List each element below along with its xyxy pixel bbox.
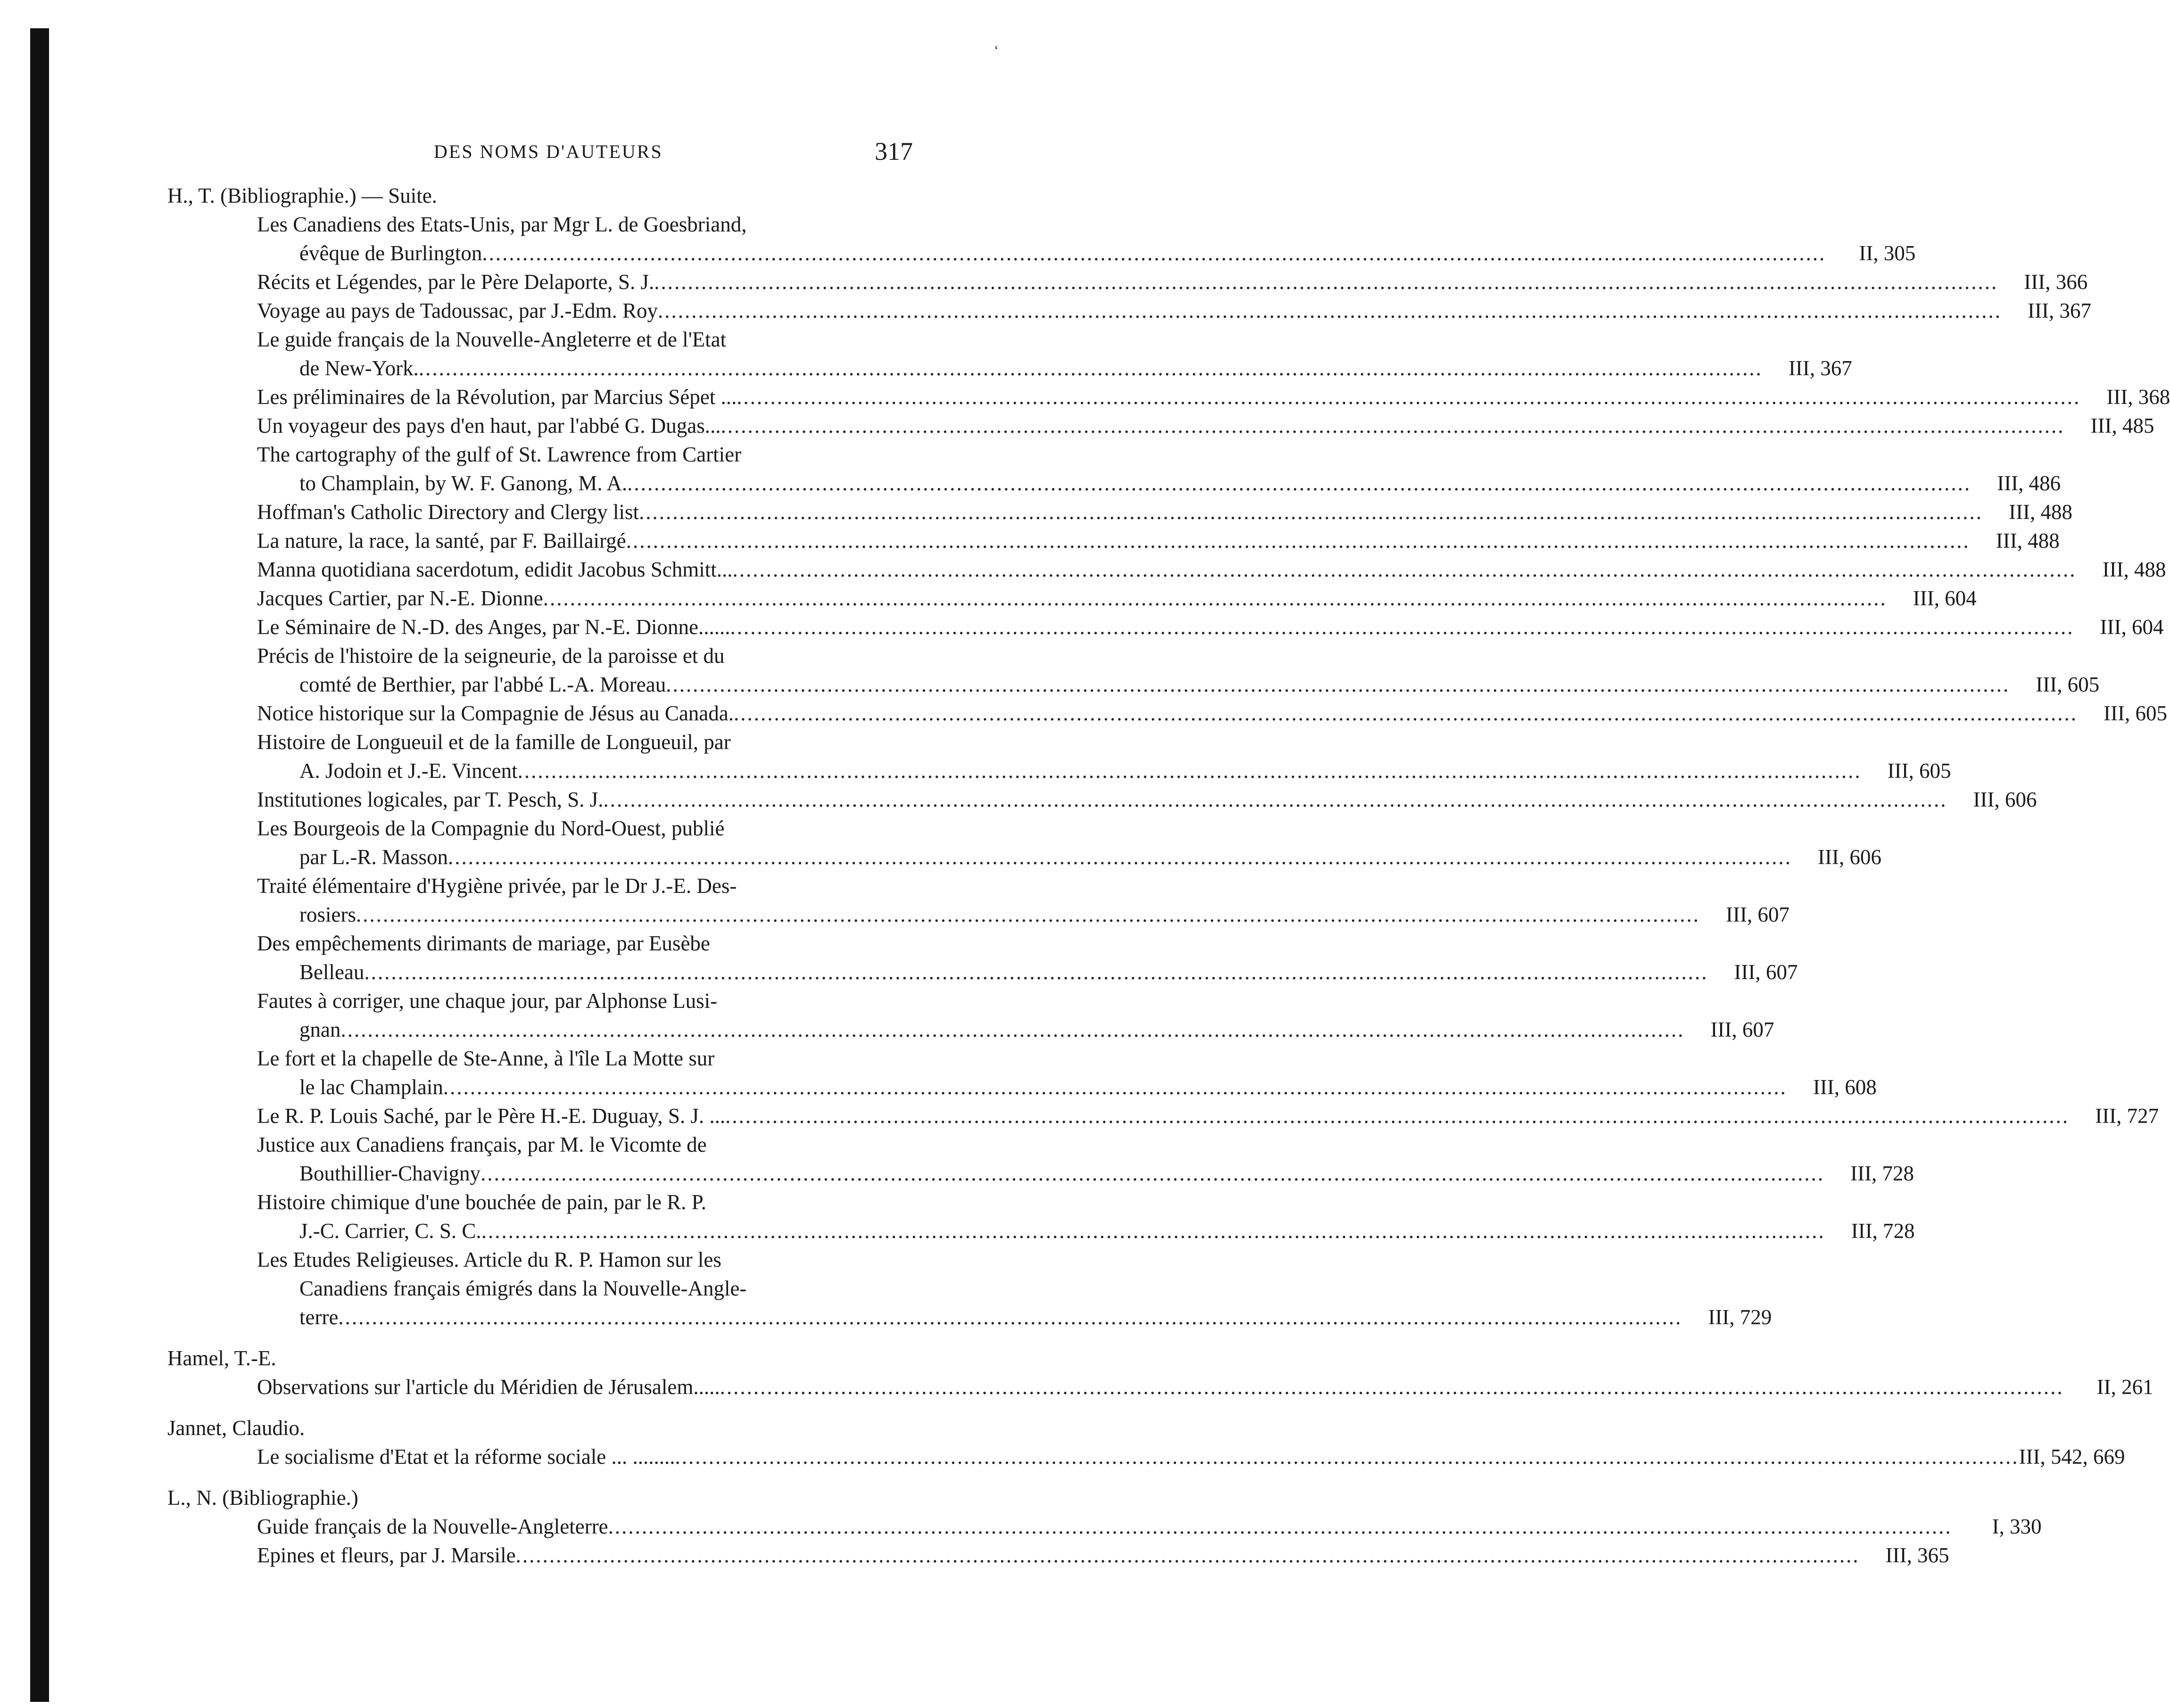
index-entry bbox=[257, 268, 2088, 297]
entry-title: J.-C. Carrier, C. S. C. bbox=[299, 1219, 481, 1243]
volume-page-ref: III, 488 bbox=[2009, 500, 2073, 524]
author-heading: Hamel, T.-E. bbox=[167, 1346, 276, 1370]
entry-title-line: Les Bourgeois de la Compagnie du Nord-Ouest, publié bbox=[257, 817, 725, 840]
entry-title-line: Les Canadiens des Etats-Unis, par Mgr L. de Goesbriand, bbox=[257, 213, 747, 236]
leader-dots: ........................................................................................................................................................................................................ bbox=[721, 414, 2065, 437]
author-heading: L., N. (Bibliographie.) bbox=[167, 1486, 358, 1510]
volume-page-ref: III, 606 bbox=[1973, 788, 2037, 811]
entry-title: Observations sur l'article du Méridien de Jérusalem..... bbox=[257, 1375, 720, 1399]
volume-page-ref: III, 605 bbox=[2036, 673, 2100, 696]
entry-title-line: Traité élémentaire d'Hygiène privée, par le Dr J.-E. Des- bbox=[257, 874, 737, 898]
leader-dots: ........................................................................................................................................................................................................ bbox=[481, 1219, 1825, 1243]
index-entry bbox=[257, 297, 2092, 325]
entry-title-line: Justice aux Canadiens français, par M. le Vicomte de bbox=[257, 1133, 707, 1156]
entry-title: Récits et Légendes, par le Père Delaporte, S. J. bbox=[257, 270, 654, 294]
index-entry bbox=[257, 555, 2166, 584]
entry-title: to Champlain, by W. F. Ganong, M. A. bbox=[299, 471, 628, 495]
entry-title: Guide français de la Nouvelle-Angleterre bbox=[257, 1515, 608, 1538]
volume-page-ref: III, 729 bbox=[1708, 1305, 1772, 1329]
entry-title-line: Canadiens français émigrés dans la Nouvelle-Angle- bbox=[299, 1277, 747, 1300]
author-heading: H., T. (Bibliographie.) — Suite. bbox=[167, 184, 438, 207]
index-entry bbox=[299, 1159, 1914, 1188]
entry-title: Le Séminaire de N.-D. des Anges, par N.-E. Dionne...... bbox=[257, 615, 730, 639]
entry-title-line: Le fort et la chapelle de Ste-Anne, à l'île La Motte sur bbox=[257, 1047, 715, 1070]
entry-title: Le R. P. Louis Saché, par le Père H.-E. Duguay, S. J. ... bbox=[257, 1104, 726, 1128]
author-heading: Jannet, Claudio. bbox=[167, 1416, 305, 1440]
leader-dots: ........................................................................................................................................................................................................ bbox=[515, 1543, 1860, 1567]
leader-dots: ........................................................................................................................................................................................................ bbox=[734, 701, 2078, 725]
entry-title-line: Des empêchements dirimants de mariage, par Eusèbe bbox=[257, 932, 710, 955]
leader-dots: ........................................................................................................................................................................................................ bbox=[418, 356, 1763, 380]
running-title: DES NOMS D'AUTEURS bbox=[434, 141, 663, 162]
entry-title: Institutiones logicales, par T. Pesch, S. J. bbox=[257, 788, 604, 811]
entry-title: rosiers bbox=[299, 903, 356, 926]
entry-title: de New-York. bbox=[299, 356, 419, 380]
leader-dots: ........................................................................................................................................................................................................ bbox=[666, 673, 2010, 696]
volume-page-ref: III, 488 bbox=[1996, 529, 2060, 553]
entry-title-line: Le guide français de la Nouvelle-Angleterre et de l'Etat bbox=[257, 328, 727, 351]
entry-title: terre bbox=[299, 1305, 339, 1329]
volume-page-ref: III, 366 bbox=[2024, 270, 2088, 294]
index-entry bbox=[257, 1373, 2153, 1402]
leader-dots: ........................................................................................................................................................................................................ bbox=[543, 586, 1887, 610]
index-entry bbox=[257, 613, 2164, 642]
leader-dots: ........................................................................................................................................................................................................ bbox=[356, 903, 1700, 926]
leader-dots: ........................................................................................................................................................................................................ bbox=[654, 270, 1998, 294]
volume-page-ref: III, 727 bbox=[2095, 1104, 2159, 1128]
entry-title-line: Précis de l'histoire de la seigneurie, de la paroisse et du bbox=[257, 644, 725, 668]
volume-page-ref: III, 604 bbox=[1913, 586, 1977, 610]
index-entry bbox=[257, 699, 2168, 728]
index-entry bbox=[257, 1541, 1949, 1570]
volume-page-ref: III, 606 bbox=[1818, 845, 1881, 869]
index-entry bbox=[257, 1512, 2042, 1541]
entry-title: gnan bbox=[299, 1018, 341, 1041]
index-entry bbox=[257, 785, 2037, 814]
volume-page-ref: I, 330 bbox=[1992, 1515, 2042, 1538]
index-entry bbox=[299, 239, 1916, 268]
leader-dots: ........................................................................................................................................................................................................ bbox=[480, 1162, 1825, 1185]
volume-page-ref: III, 488 bbox=[2102, 558, 2166, 581]
volume-page-ref: III, 542, 669 bbox=[2019, 1445, 2125, 1469]
entry-title: Manna quotidiana sacerdotum, edidit Jacobus Schmitt... bbox=[257, 558, 733, 581]
entry-title: par L.-R. Masson bbox=[299, 845, 448, 869]
page-number: 317 bbox=[875, 137, 913, 165]
entry-title: Epines et fleurs, par J. Marsile bbox=[257, 1543, 516, 1567]
volume-page-ref: III, 486 bbox=[1997, 471, 2061, 495]
entry-title: Les préliminaires de la Révolution, par Marcius Sépet ... bbox=[257, 385, 737, 409]
index-entry bbox=[299, 757, 1951, 785]
leader-dots: ........................................................................................................................................................................................................ bbox=[517, 759, 1862, 783]
entry-title: A. Jodoin et J.-E. Vincent bbox=[299, 759, 518, 783]
leader-dots: ........................................................................................................................................................................................................ bbox=[482, 241, 1826, 265]
index-entry bbox=[299, 900, 1789, 929]
leader-dots: ........................................................................................................................................................................................................ bbox=[340, 1018, 1685, 1041]
volume-page-ref: III, 607 bbox=[1710, 1018, 1774, 1041]
leader-dots: ........................................................................................................................................................................................................ bbox=[626, 529, 1970, 553]
volume-page-ref: III, 605 bbox=[1887, 759, 1951, 783]
leader-dots: ........................................................................................................................................................................................................ bbox=[338, 1305, 1682, 1329]
volume-page-ref: III, 367 bbox=[1788, 356, 1852, 380]
leader-dots: ........................................................................................................................................................................................................ bbox=[730, 615, 2074, 639]
entry-title: le lac Champlain bbox=[299, 1075, 443, 1099]
entry-title-line: Les Etudes Religieuses. Article du R. P. Hamon sur les bbox=[257, 1248, 721, 1271]
volume-page-ref: III, 485 bbox=[2090, 414, 2154, 437]
entry-title: La nature, la race, la santé, par F. Baillairgé bbox=[257, 529, 626, 553]
index-entry bbox=[257, 498, 2073, 527]
entry-title-line: Fautes à corriger, une chaque jour, par Alphonse Lusi- bbox=[257, 989, 718, 1013]
volume-page-ref: III, 604 bbox=[2100, 615, 2164, 639]
index-entry bbox=[299, 354, 1852, 383]
index-entry bbox=[257, 412, 2154, 440]
index-entry bbox=[257, 1102, 2159, 1130]
leader-dots: ........................................................................................................................................................................................................ bbox=[443, 1075, 1787, 1099]
entry-title: Bouthillier-Chavigny bbox=[299, 1162, 481, 1185]
index-entries bbox=[167, 182, 2170, 1570]
leader-dots: ........................................................................................................................................................................................................ bbox=[658, 299, 2002, 322]
entry-title-line: Histoire chimique d'une bouchée de pain, par le R. P. bbox=[257, 1190, 706, 1214]
volume-page-ref: III, 607 bbox=[1734, 960, 1798, 984]
volume-page-ref: II, 305 bbox=[1859, 241, 1916, 265]
index-entry bbox=[257, 584, 1977, 613]
entry-title-line: Histoire de Longueuil et de la famille de Longueuil, par bbox=[257, 730, 731, 754]
index-entry bbox=[257, 527, 2060, 555]
entry-title: évêque de Burlington bbox=[299, 241, 482, 265]
volume-page-ref: III, 605 bbox=[2104, 701, 2168, 725]
volume-page-ref: II, 261 bbox=[2096, 1375, 2153, 1399]
volume-page-ref: III, 367 bbox=[2028, 299, 2092, 322]
volume-page-ref: III, 365 bbox=[1885, 1543, 1949, 1567]
leader-dots: ........................................................................................................................................................................................................ bbox=[732, 558, 2077, 581]
leader-dots: ........................................................................................................................................................................................................ bbox=[603, 788, 1947, 811]
index-entry bbox=[299, 1015, 1774, 1044]
index-entry bbox=[257, 383, 2170, 412]
volume-page-ref: III, 607 bbox=[1726, 903, 1789, 926]
entry-title: Voyage au pays de Tadoussac, par J.-Edm. Roy bbox=[257, 299, 658, 322]
entry-title: Un voyageur des pays d'en haut, par l'abbé G. Dugas... bbox=[257, 414, 721, 437]
entry-title: Le socialisme d'Etat et la réforme sociale ... ........ bbox=[257, 1445, 675, 1469]
leader-dots: ........................................................................................................................................................................................................ bbox=[720, 1375, 2064, 1399]
entry-title: Jacques Cartier, par N.-E. Dionne bbox=[257, 586, 543, 610]
leader-dots: ........................................................................................................................................................................................................ bbox=[639, 500, 1983, 524]
entry-title: Notice historique sur la Compagnie de Jésus au Canada. bbox=[257, 701, 734, 725]
index-entry bbox=[299, 469, 2061, 498]
index-entry bbox=[299, 843, 1881, 872]
index-entry bbox=[299, 670, 2100, 699]
volume-page-ref: III, 728 bbox=[1850, 1162, 1914, 1185]
leader-dots: ........................................................................................................................................................................................................ bbox=[627, 471, 1971, 495]
index-entry bbox=[299, 1303, 1772, 1332]
leader-dots: ........................................................................................................................................................................................................ bbox=[364, 960, 1708, 984]
leader-dots: ........................................................................................................................................................................................................ bbox=[725, 1104, 2070, 1128]
volume-page-ref: III, 728 bbox=[1851, 1219, 1915, 1243]
page-mark: ‘ bbox=[994, 42, 999, 58]
leader-dots: ........................................................................................................................................................................................................ bbox=[608, 1515, 1952, 1538]
entry-title: comté de Berthier, par l'abbé L.-A. Moreau bbox=[299, 673, 666, 696]
entry-title-line: The cartography of the gulf of St. Lawrence from Cartier bbox=[257, 443, 742, 466]
index-entry bbox=[299, 958, 1798, 987]
leader-dots: ........................................................................................................................................................................................................ bbox=[737, 385, 2081, 409]
volume-page-ref: III, 368 bbox=[2106, 385, 2170, 409]
index-entry bbox=[299, 1217, 1915, 1246]
volume-page-ref: III, 608 bbox=[1813, 1075, 1877, 1099]
leader-dots: ........................................................................................................................................................................................................ bbox=[675, 1445, 2019, 1469]
index-entry bbox=[257, 1443, 2125, 1471]
entry-title: Belleau bbox=[299, 960, 364, 984]
leader-dots: ........................................................................................................................................................................................................ bbox=[447, 845, 1792, 869]
index-entry bbox=[299, 1073, 1877, 1102]
entry-title: Hoffman's Catholic Directory and Clergy list bbox=[257, 500, 639, 524]
